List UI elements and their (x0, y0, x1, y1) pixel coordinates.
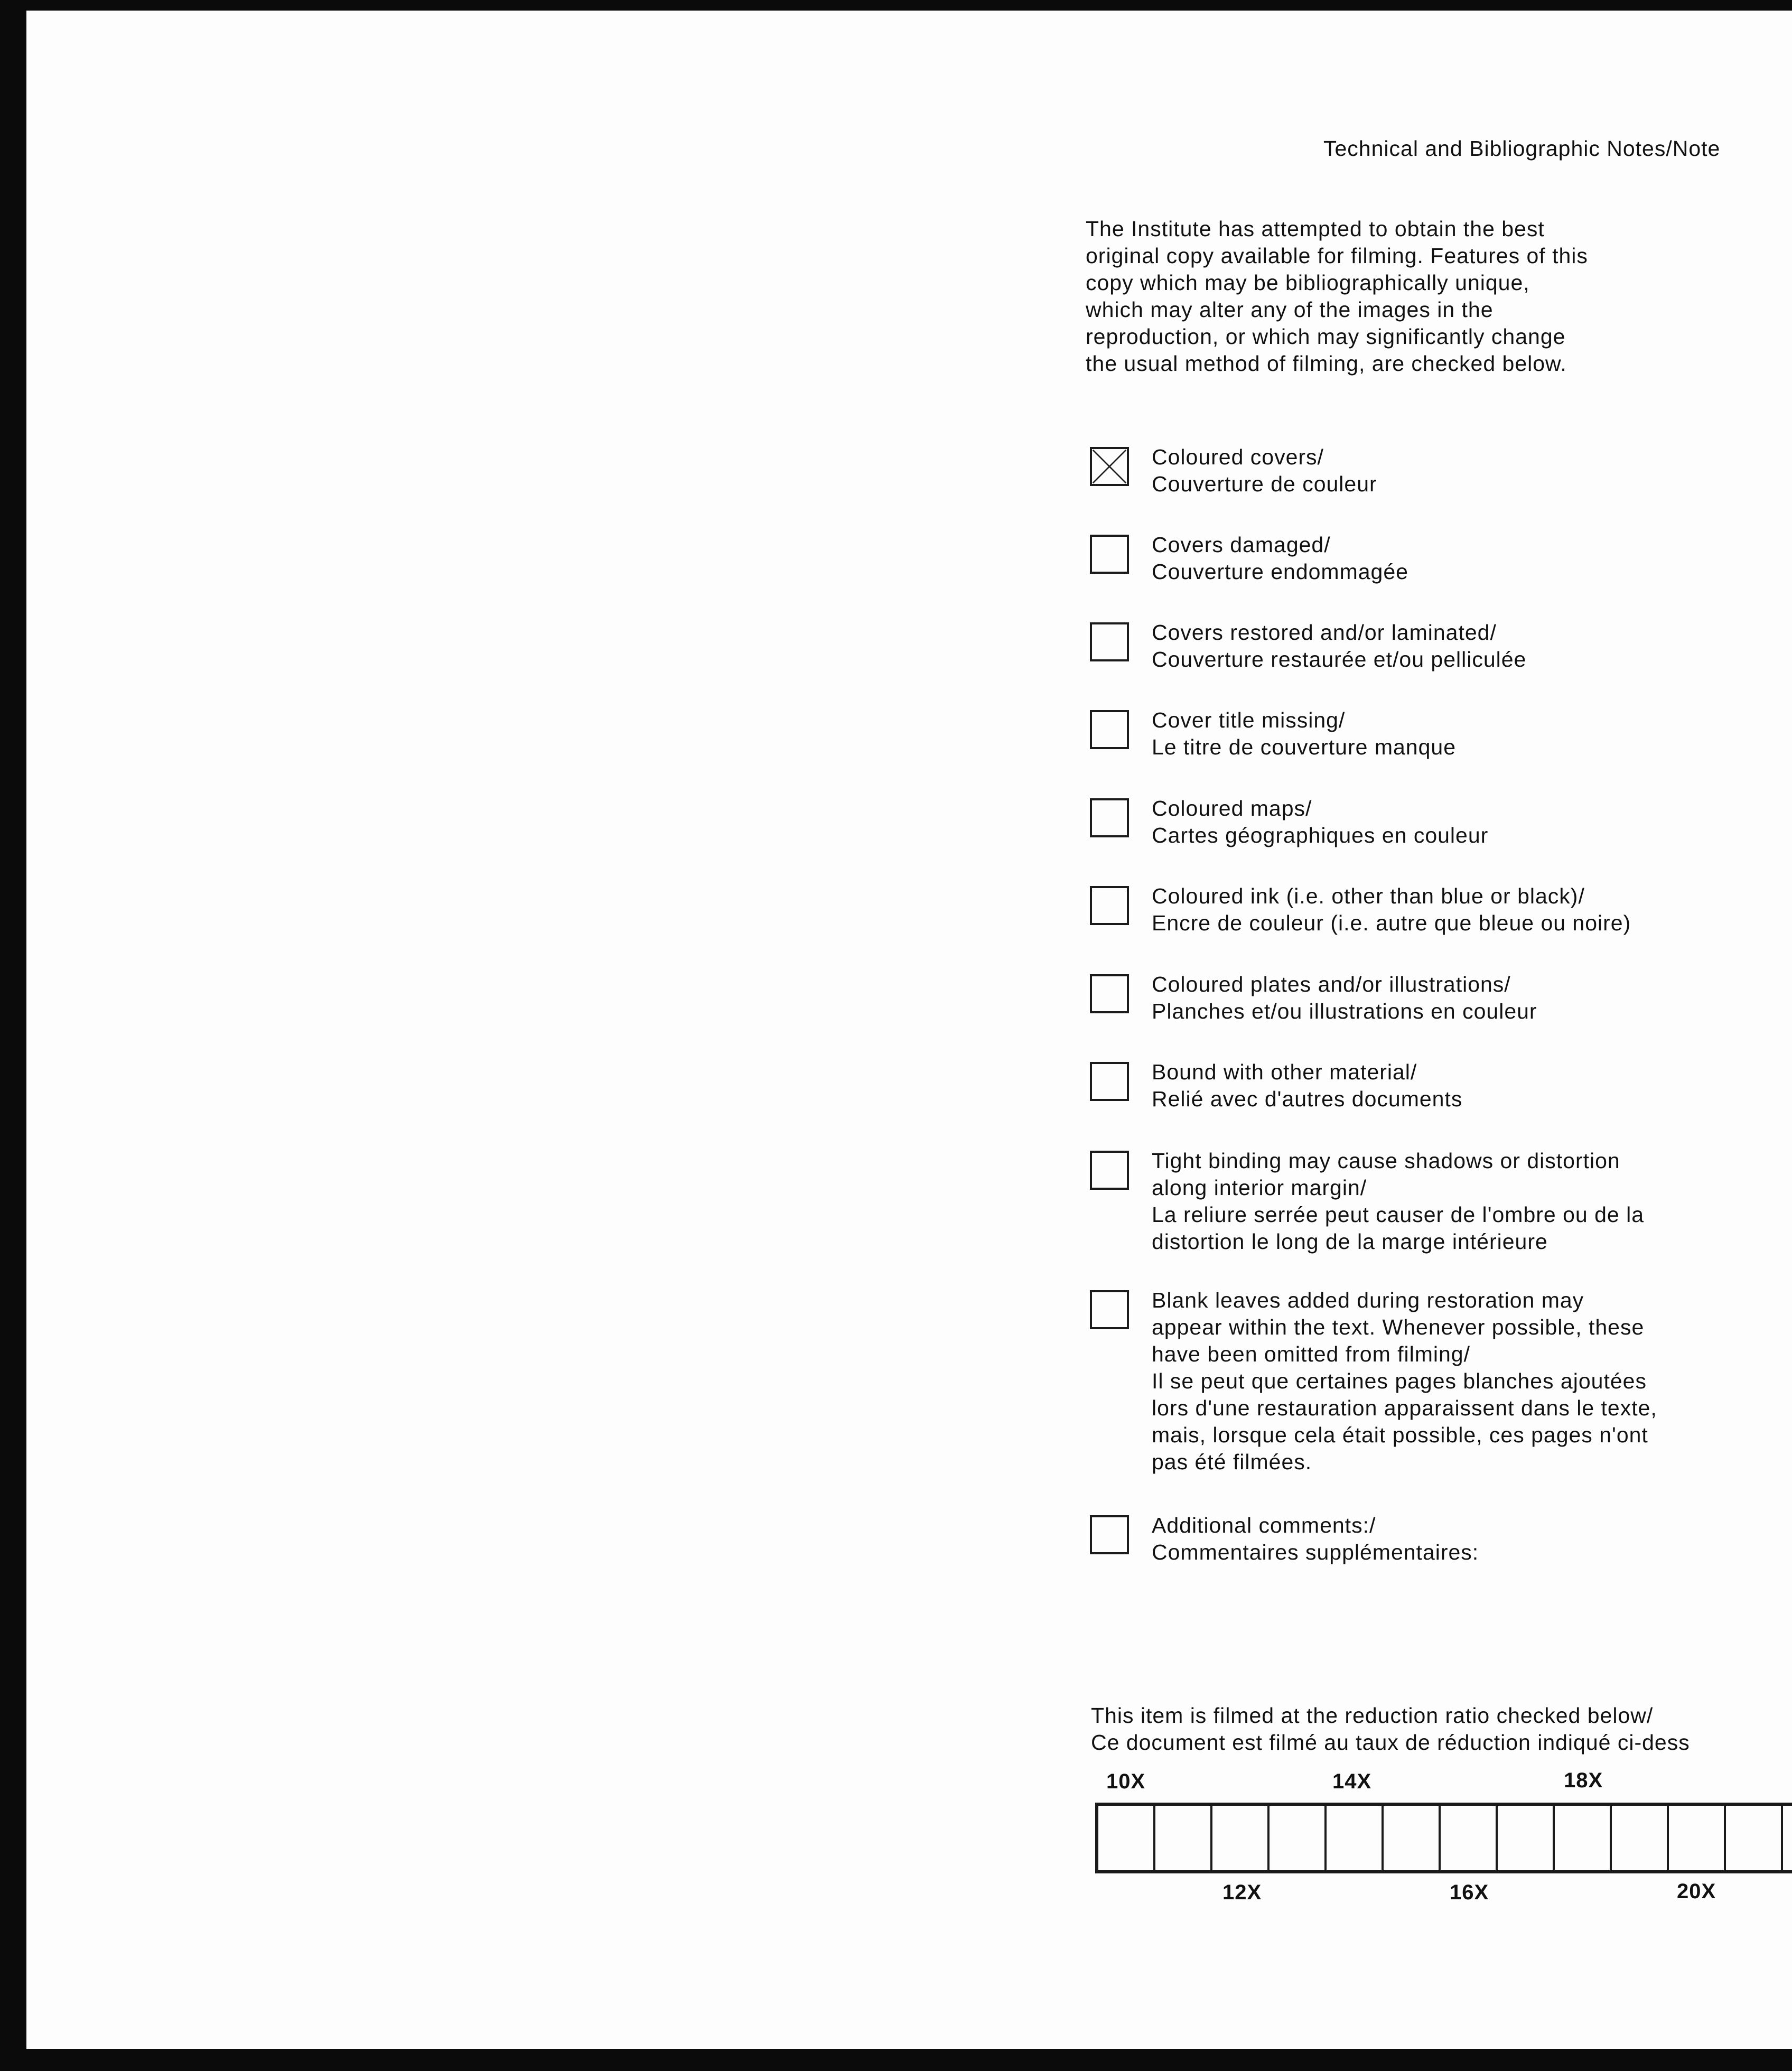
ratio-cell[interactable] (1212, 1806, 1270, 1870)
ratio-cell[interactable] (1441, 1806, 1498, 1870)
checkbox-additional-comments[interactable] (1090, 1515, 1129, 1554)
item-label-fr: Le titre de couverture manque (1152, 735, 1456, 759)
item-label-en: Additional comments:/ (1152, 1513, 1376, 1537)
checkbox-coloured-ink[interactable] (1090, 886, 1129, 925)
page-header: Technical and Bibliographic Notes/Note (1323, 136, 1721, 161)
item-label-en: Coloured ink (i.e. other than blue or black)/ (1152, 884, 1585, 908)
item-bound-with-other-material (1086, 1059, 1788, 1122)
checkbox-covers-restored[interactable] (1090, 622, 1129, 661)
ratio-cell[interactable] (1498, 1806, 1555, 1870)
checkbox-blank-leaves[interactable] (1090, 1290, 1129, 1329)
item-coloured-ink (1086, 883, 1788, 946)
item-label-en: Cover title missing/ (1152, 708, 1346, 732)
item-label-en: Blank leaves added during restoration may (1152, 1288, 1584, 1312)
item-label-fr: Relié avec d'autres documents (1152, 1087, 1463, 1111)
ratio-label-18x: 18X (1564, 1769, 1603, 1792)
item-label-en: Coloured plates and/or illustrations/ (1152, 972, 1511, 996)
checkbox-coloured-maps[interactable] (1090, 798, 1129, 837)
item-label-fr: La reliure serrée peut causer de l'ombre ou de la (1152, 1202, 1645, 1227)
ratio-cell[interactable] (1098, 1806, 1155, 1870)
intro-line: the usual method of filming, are checked below. (1086, 351, 1567, 376)
item-label-en: Bound with other material/ (1152, 1060, 1417, 1084)
ratio-label-14x: 14X (1332, 1770, 1372, 1793)
intro-line: original copy available for filming. Features of this (1086, 244, 1588, 268)
item-additional-comments (1086, 1512, 1788, 1575)
checkbox-cover-title-missing[interactable] (1090, 710, 1129, 749)
item-label-fr: Il se peut que certaines pages blanches ajoutées (1152, 1369, 1647, 1393)
item-label-fr: mais, lorsque cela était possible, ces pages n'ont (1152, 1423, 1648, 1447)
item-label-fr: Encre de couleur (i.e. autre que bleue ou noire) (1152, 911, 1631, 935)
item-label-fr: pas été filmées. (1152, 1450, 1312, 1474)
ratio-cell[interactable] (1384, 1806, 1441, 1870)
checkmark-x-icon (1092, 449, 1127, 484)
checkbox-tight-binding[interactable] (1090, 1151, 1129, 1190)
checkbox-bound-with-other-material[interactable] (1090, 1062, 1129, 1101)
ratio-cell[interactable] (1327, 1806, 1384, 1870)
checkbox-covers-damaged[interactable] (1090, 535, 1129, 574)
item-label-en: Covers restored and/or laminated/ (1152, 620, 1497, 645)
ratio-cell[interactable] (1555, 1806, 1612, 1870)
reduction-line-fr: Ce document est filmé au taux de réduction indiqué ci-dess (1091, 1730, 1690, 1755)
item-label-fr: Cartes géographiques en couleur (1152, 823, 1489, 847)
item-label-en: Covers damaged/ (1152, 533, 1331, 557)
scan-border-left (0, 0, 26, 2071)
ratio-cell[interactable] (1783, 1806, 1792, 1870)
item-label-fr: Couverture endommagée (1152, 559, 1408, 584)
item-label-en: Tight binding may cause shadows or distortion (1152, 1149, 1620, 1173)
scan-border-bottom (0, 2049, 1792, 2071)
reduction-line-en: This item is filmed at the reduction ratio checked below/ (1091, 1703, 1654, 1728)
ratio-label-10x: 10X (1106, 1770, 1146, 1793)
item-label-fr: Planches et/ou illustrations en couleur (1152, 999, 1537, 1023)
item-coloured-plates (1086, 971, 1788, 1034)
item-label-fr: Commentaires supplémentaires: (1152, 1540, 1479, 1564)
item-blank-leaves (1086, 1287, 1788, 1482)
ratio-cell[interactable] (1726, 1806, 1783, 1870)
intro-paragraph (1086, 216, 1762, 377)
item-label-en: appear within the text. Whenever possible, these (1152, 1315, 1645, 1339)
item-label-fr: Couverture restaurée et/ou pelliculée (1152, 647, 1527, 671)
intro-line: copy which may be bibliographically unique, (1086, 270, 1530, 295)
item-cover-title-missing (1086, 707, 1788, 770)
item-covers-restored (1086, 619, 1788, 683)
checkbox-coloured-covers[interactable] (1090, 447, 1129, 486)
item-label-en: Coloured covers/ (1152, 445, 1324, 469)
item-label-fr: Couverture de couleur (1152, 472, 1377, 496)
item-label-fr: lors d'une restauration apparaissent dans le texte, (1152, 1396, 1657, 1420)
intro-line: which may alter any of the images in the (1086, 297, 1494, 322)
intro-line: The Institute has attempted to obtain the best (1086, 217, 1545, 241)
scan-border-top (0, 0, 1792, 11)
intro-line: reproduction, or which may significantly change (1086, 324, 1566, 349)
item-tight-binding (1086, 1148, 1788, 1264)
item-covers-damaged (1086, 531, 1788, 595)
ratio-cell[interactable] (1270, 1806, 1327, 1870)
ratio-cell[interactable] (1155, 1806, 1212, 1870)
reduction-ratio-grid (1095, 1803, 1792, 1873)
ratio-cell[interactable] (1669, 1806, 1726, 1870)
item-label-fr: distortion le long de la marge intérieure (1152, 1229, 1548, 1254)
reduction-ratio-statement (1091, 1702, 1792, 1756)
item-coloured-covers (1086, 444, 1788, 507)
item-coloured-maps (1086, 795, 1788, 859)
ratio-label-12x: 12X (1222, 1881, 1262, 1904)
ratio-cell[interactable] (1612, 1806, 1669, 1870)
ratio-label-20x: 20X (1677, 1880, 1716, 1903)
checkbox-coloured-plates[interactable] (1090, 974, 1129, 1013)
item-label-en: Coloured maps/ (1152, 796, 1312, 820)
ratio-label-16x: 16X (1450, 1881, 1489, 1904)
item-label-en: along interior margin/ (1152, 1176, 1367, 1200)
item-label-en: have been omitted from filming/ (1152, 1342, 1470, 1366)
